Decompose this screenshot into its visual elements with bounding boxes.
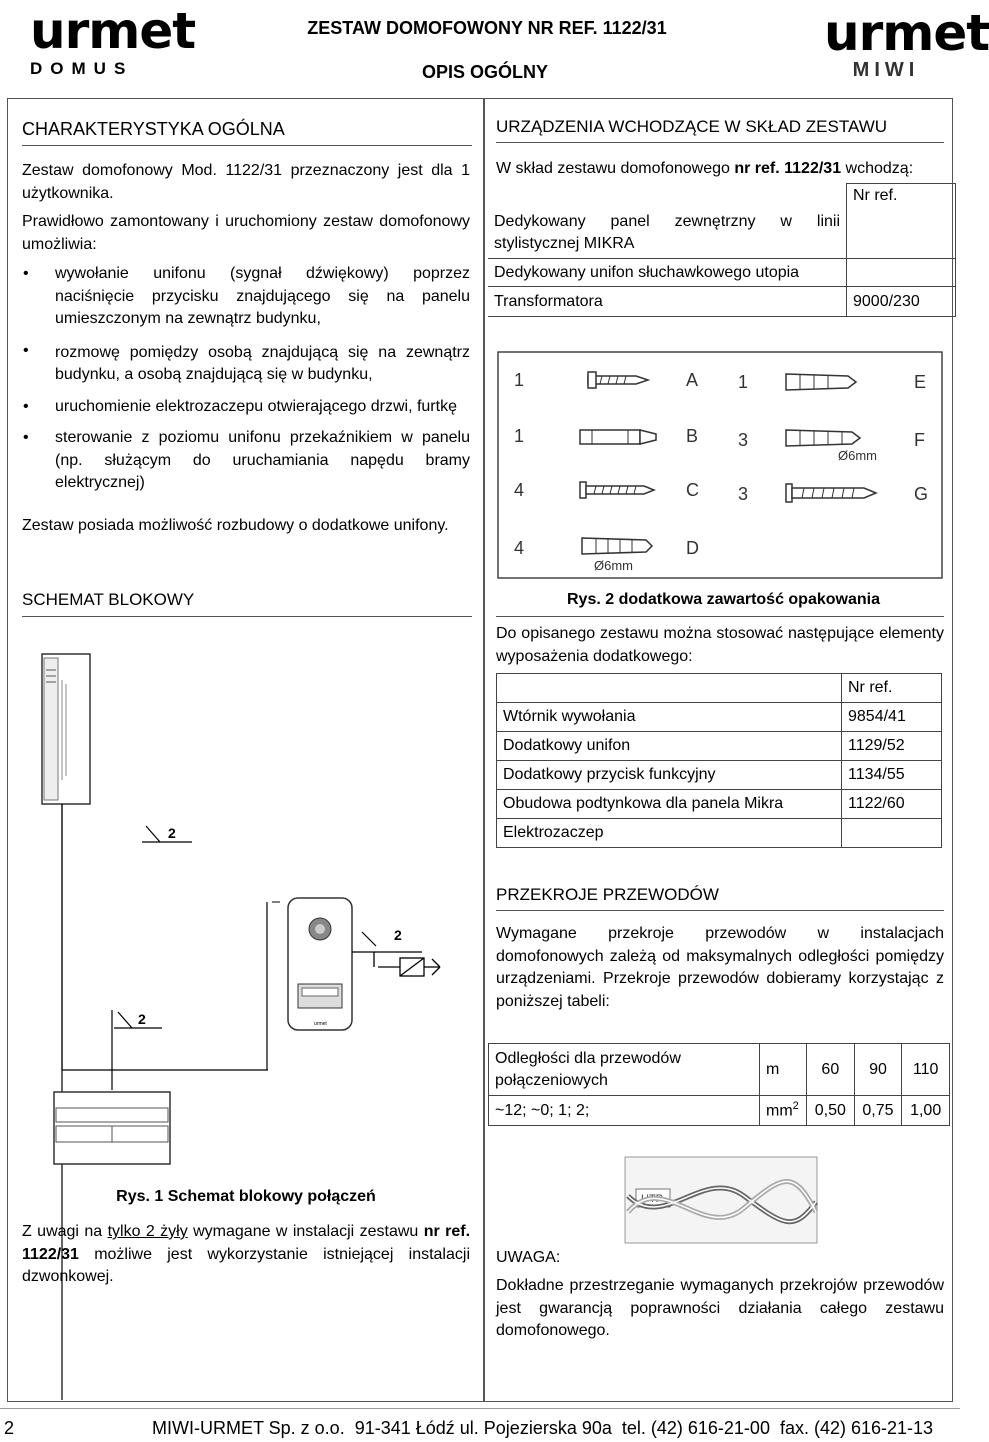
block-diagram	[22, 640, 472, 1200]
logo-text: urmet	[30, 2, 196, 60]
table-cell: 1,00	[902, 1096, 950, 1126]
table-cell	[497, 674, 842, 703]
table-cell	[488, 184, 847, 209]
section-title-rule	[496, 616, 944, 617]
logo-text-right: urmet	[824, 4, 989, 62]
section-title-schema: SCHEMAT BLOKOWY	[22, 590, 195, 609]
section-title-contents: URZĄDZENIA WCHODZĄCE W SKŁAD ZESTAWU	[496, 117, 888, 136]
table-row	[488, 287, 956, 317]
transformer	[54, 1092, 170, 1164]
logo-subtext-right: MIWI	[852, 59, 920, 81]
wire-mark	[146, 826, 160, 842]
utp-cable-illustration	[624, 1156, 818, 1244]
table-cell: 9000/230	[847, 287, 956, 317]
part-letter: D	[686, 538, 699, 558]
wire-label: 2	[394, 927, 402, 943]
logo-subtext: DOMUS	[30, 59, 134, 78]
table-cell	[847, 259, 956, 287]
table-cell: Dedykowany unifon słuchawkowego utopia	[488, 259, 847, 287]
note-text: wymagane w instalacji zestawu	[187, 1223, 424, 1240]
table-header-ref: Nr ref.	[847, 184, 956, 209]
figure2-caption: Rys. 2 dodatkowa zawartość opakowania	[567, 591, 880, 608]
wall-plug-icon	[786, 430, 860, 446]
set-intro-text: W skład zestawu domofonowego	[496, 160, 735, 177]
wire-label: 2	[138, 1011, 146, 1027]
table-row	[497, 732, 942, 761]
intro-text: Zestaw domofonowy Mod. 1122/31 przeznaczony jest dla 1 użytkownika.	[22, 162, 470, 202]
set-intro-text: wchodzą:	[841, 160, 914, 177]
capabilities-list	[22, 263, 470, 504]
table-row	[497, 819, 942, 848]
table-row	[488, 208, 956, 259]
wall-plug-icon	[786, 374, 856, 390]
table-row	[489, 1096, 950, 1126]
expansion-note: Zestaw posiada możliwość rozbudowy o dodatkowe unifony.	[22, 517, 449, 534]
section-title-rule	[22, 145, 472, 146]
set-contents-table	[488, 183, 956, 317]
table-cell: Dodatkowy przycisk funkcyjny	[497, 761, 842, 790]
table-cell: 1122/60	[842, 790, 942, 819]
section-title-wires: PRZEKROJE PRZEWODÓW	[496, 885, 719, 904]
table-cell: 9854/41	[842, 703, 942, 732]
section-title-general: CHARAKTERYSTYKA OGÓLNA	[22, 119, 285, 139]
list-item: • uruchomienie elektrozaczepu otwierającego drzwi, furtkę	[22, 396, 470, 419]
set-intro-ref: nr ref. 1122/31	[734, 160, 842, 177]
table-cell: ~12; ~0; 1; 2;	[489, 1096, 760, 1126]
part-letter: G	[914, 484, 929, 504]
table-cell: Dedykowany panel zewnętrzny w linii stylistycznej MIKRA	[488, 208, 847, 259]
part-qty: 3	[738, 484, 749, 504]
table-cell	[760, 1096, 807, 1126]
unit-mm-sup: 2	[792, 1100, 799, 1113]
table-cell: Dodatkowy unifon	[497, 732, 842, 761]
utp-label: UTP	[641, 1193, 663, 1205]
outdoor-panel	[288, 898, 352, 1030]
table-row	[489, 1044, 950, 1096]
part-letter: C	[686, 480, 699, 500]
figure1-caption: Rys. 1 Schemat blokowy połączeń	[116, 1188, 376, 1205]
unit-mm: mm	[766, 1102, 793, 1120]
table-cell: Odległości dla przewodów połączeniowych	[489, 1044, 760, 1096]
table-cell: Wtórnik wywołania	[497, 703, 842, 732]
bit-icon	[580, 430, 656, 444]
part-qty: 4	[514, 538, 525, 558]
note-text: Z uwagi na	[22, 1223, 108, 1240]
part-qty: 1	[514, 426, 525, 446]
part-qty: 4	[514, 480, 525, 500]
section-title-rule	[496, 142, 944, 143]
part-letter: A	[686, 370, 699, 390]
urmet-miwi-logo	[824, 4, 989, 84]
panel-logo: urmet	[314, 1021, 327, 1027]
footer-rule	[0, 1408, 960, 1409]
table-row	[497, 761, 942, 790]
parts-figure	[496, 350, 944, 580]
dimension-label: Ø6mm	[838, 448, 877, 463]
door-lock-symbol	[374, 952, 440, 976]
table-cell: 90	[854, 1044, 902, 1096]
note-text: możliwe jest wykorzystanie istniejącej instalacji dzwonkowej.	[22, 1245, 470, 1285]
wire-section-text: Wymagane przekroje przewodów w instalacjach domofonowych zależą od maksymalnych odległości pomiędzy urządzeniami. Przekroje przewodów dobieramy korzystając z poniższej tabeli:	[496, 925, 944, 1010]
section-title-rule	[496, 910, 944, 911]
list-item: • sterowanie z poziomu unifonu przekaźnikiem w panelu (np. służącym do uruchamiania napędu bramy elektrycznej)	[22, 427, 470, 495]
part-letter: E	[914, 372, 927, 392]
part-qty: 3	[738, 430, 749, 450]
wire-label: 2	[168, 825, 176, 841]
warning-text: Dokładne przestrzeganie wymaganych przekrojów przewodów jest gwarancją poprawności działania całego zestawu domofonowego.	[496, 1277, 944, 1339]
wire-mark	[362, 932, 376, 946]
table-cell: 60	[807, 1044, 855, 1096]
table-cell: 1129/52	[842, 732, 942, 761]
section-title-rule	[22, 616, 472, 617]
wiring-note	[22, 1221, 470, 1289]
table-header-ref: Nr ref.	[842, 674, 942, 703]
part-letter: F	[914, 430, 925, 450]
table-cell: 110	[902, 1044, 950, 1096]
wire-section-table	[488, 1043, 950, 1126]
note-bold: nr ref. 1122/31	[22, 1223, 471, 1263]
wire-mark	[118, 1012, 132, 1028]
part-qty: 1	[738, 372, 749, 392]
page-number: 2	[4, 1418, 15, 1438]
table-row	[488, 259, 956, 287]
document-subtitle: OPIS OGÓLNY	[421, 62, 549, 82]
table-cell: 1134/55	[842, 761, 942, 790]
company-info: MIWI-URMET Sp. z o.o. 91-341 Łódź ul. Pojezierska 90a tel. (42) 616-21-00 fax. (42) 616-21-13	[152, 1418, 934, 1438]
table-cell: Elektrozaczep	[497, 819, 842, 848]
table-row	[488, 184, 956, 209]
table-row	[497, 790, 942, 819]
table-cell: Obudowa podtynkowa dla panela Mikra	[497, 790, 842, 819]
part-qty: 1	[514, 370, 525, 390]
table-row	[497, 674, 942, 703]
table-cell: Transformatora	[488, 287, 847, 317]
part-letter: B	[686, 426, 699, 446]
table-cell	[842, 819, 942, 848]
accessory-intro: Do opisanego zestawu można stosować następujące elementy wyposażenia dodatkowego:	[496, 625, 944, 665]
document-title: ZESTAW DOMOFOWONY NR REF. 1122/31	[307, 18, 667, 38]
warning-title: UWAGA:	[496, 1249, 561, 1266]
handset-unit	[42, 654, 90, 804]
table-cell: 0,75	[854, 1096, 902, 1126]
note-underlined: tylko 2 żyły	[107, 1223, 188, 1240]
accessory-table	[496, 673, 942, 848]
dimension-label: Ø6mm	[594, 558, 633, 573]
table-cell	[847, 208, 956, 259]
capabilities-intro: Prawidłowo zamontowany i uruchomiony zestaw domofonowy umożliwia:	[22, 213, 470, 253]
list-item: • wywołanie unifonu (sygnał dźwiękowy) poprzez naciśnięcie przycisku znajdującego się na panelu umieszczonym na zewnątrz budynku,	[22, 263, 470, 331]
table-cell: 0,50	[807, 1096, 855, 1126]
table-row	[497, 703, 942, 732]
wall-plug-icon	[582, 538, 652, 554]
table-cell: m	[760, 1044, 807, 1096]
urmet-domus-logo	[30, 2, 196, 82]
set-intro	[496, 158, 951, 181]
list-item: • rozmowę pomiędzy osobą znajdującą się na zewnątrz budynku, a osobą znajdującą się w budynku,	[22, 340, 470, 387]
